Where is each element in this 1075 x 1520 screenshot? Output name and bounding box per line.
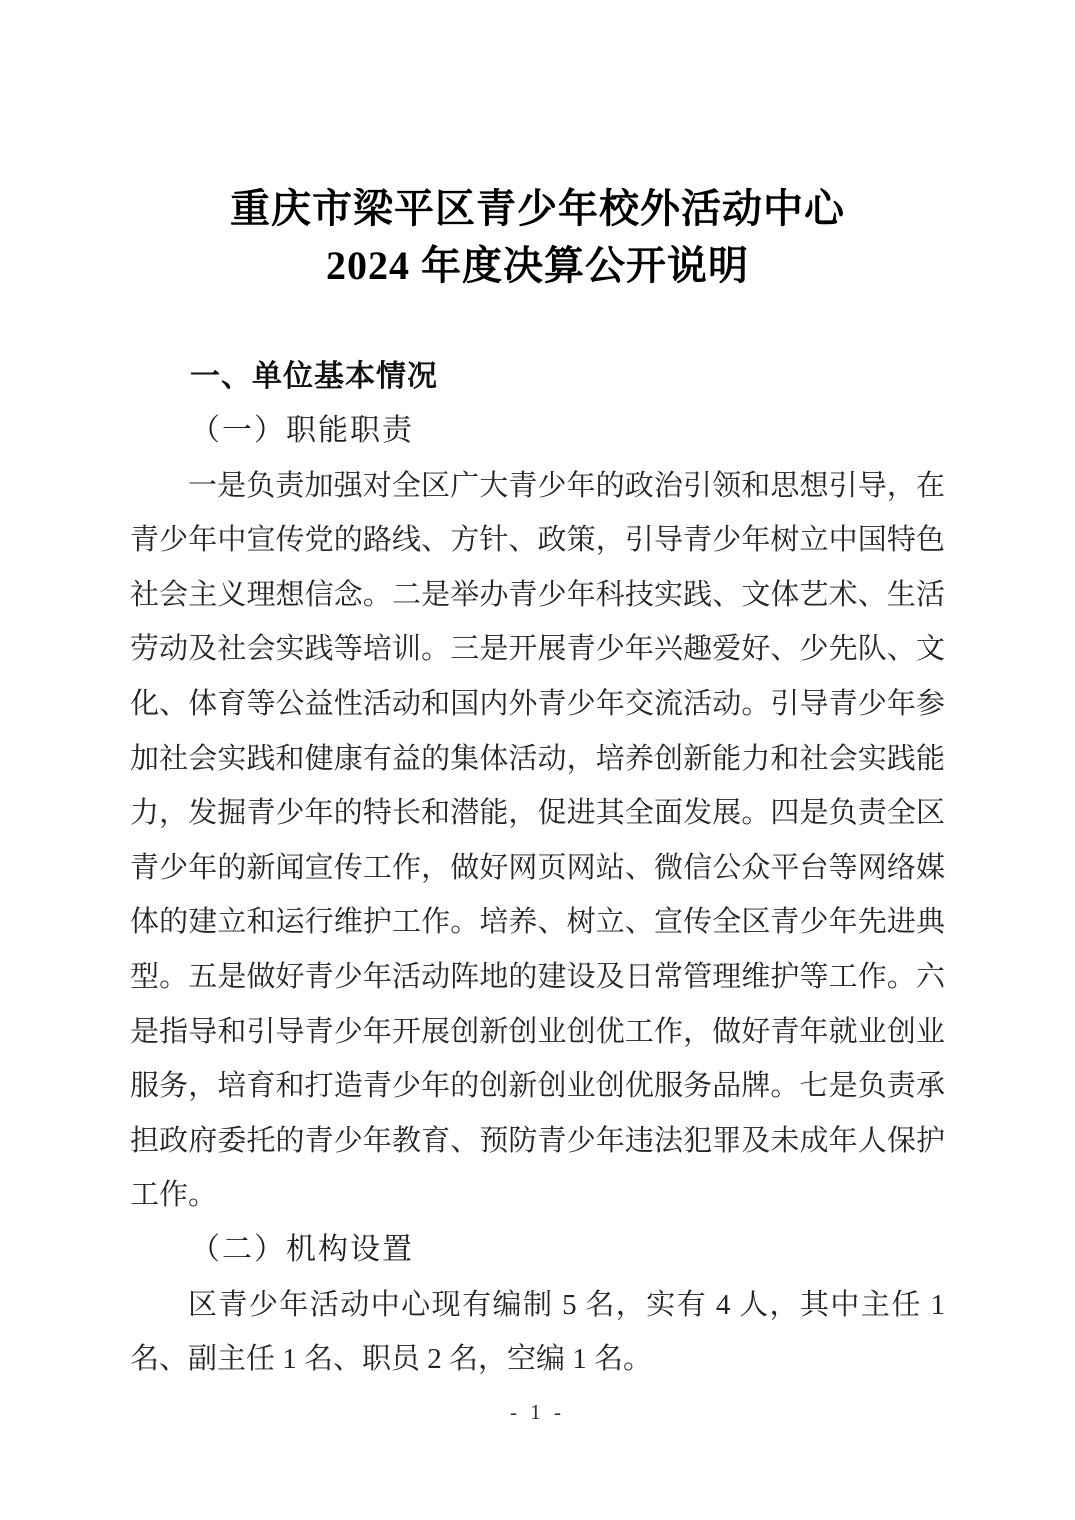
section-heading-basic-info: 一、单位基本情况 bbox=[190, 360, 438, 393]
page-number: - 1 - bbox=[510, 1400, 565, 1424]
subsection-heading-organization: （二）机构设置 bbox=[190, 1232, 414, 1266]
subsection-heading-duties: （一）职能职责 bbox=[190, 414, 414, 447]
document-title bbox=[130, 180, 945, 294]
document-title-line2: 2024 年度决算公开说明 bbox=[326, 243, 749, 288]
document-title-line1: 重庆市梁平区青少年校外活动中心 bbox=[230, 186, 845, 231]
paragraph-duties: 一是负责加强对全区广大青少年的政治引领和思想引导，在青少年中宣传党的路线、方针、政策，引导青少年树立中国特色社会主义理想信念。二是举办青少年科技实践、文体艺术、生活劳动及社会实践等培训。三是开展青少年兴趣爱好、少先队、文化、体育等公益性活动和国内外青少年交流活动。引导青少年参加社会实践和健康有益的集体活动，培养创新能力和社会实践能力，发掘青少年的特长和潜能，促进其全面发展。四是负责全区青少年的新闻宣传工作，做好网页网站、微信公众平台等网络媒体的建立和运行维护工作。培养、树立、宣传全区青少年先进典型。五是做好青少年活动阵地的建设及日常管理维护等工作。六是指导和引导青少年开展创新创业创优工作，做好青年就业创业服务，培育和打造青少年的创新创业创优服务品牌。七是负责承担政府委托的青少年教育、预防青少年违法犯罪及未成年人保护工作。 bbox=[130, 469, 945, 1212]
document-content bbox=[130, 0, 945, 1387]
paragraph-organization: 区青少年活动中心现有编制 5 名，实有 4 人，其中主任 1 名、副主任 1 名、职员 2 名，空编 1 名。 bbox=[130, 1288, 945, 1376]
